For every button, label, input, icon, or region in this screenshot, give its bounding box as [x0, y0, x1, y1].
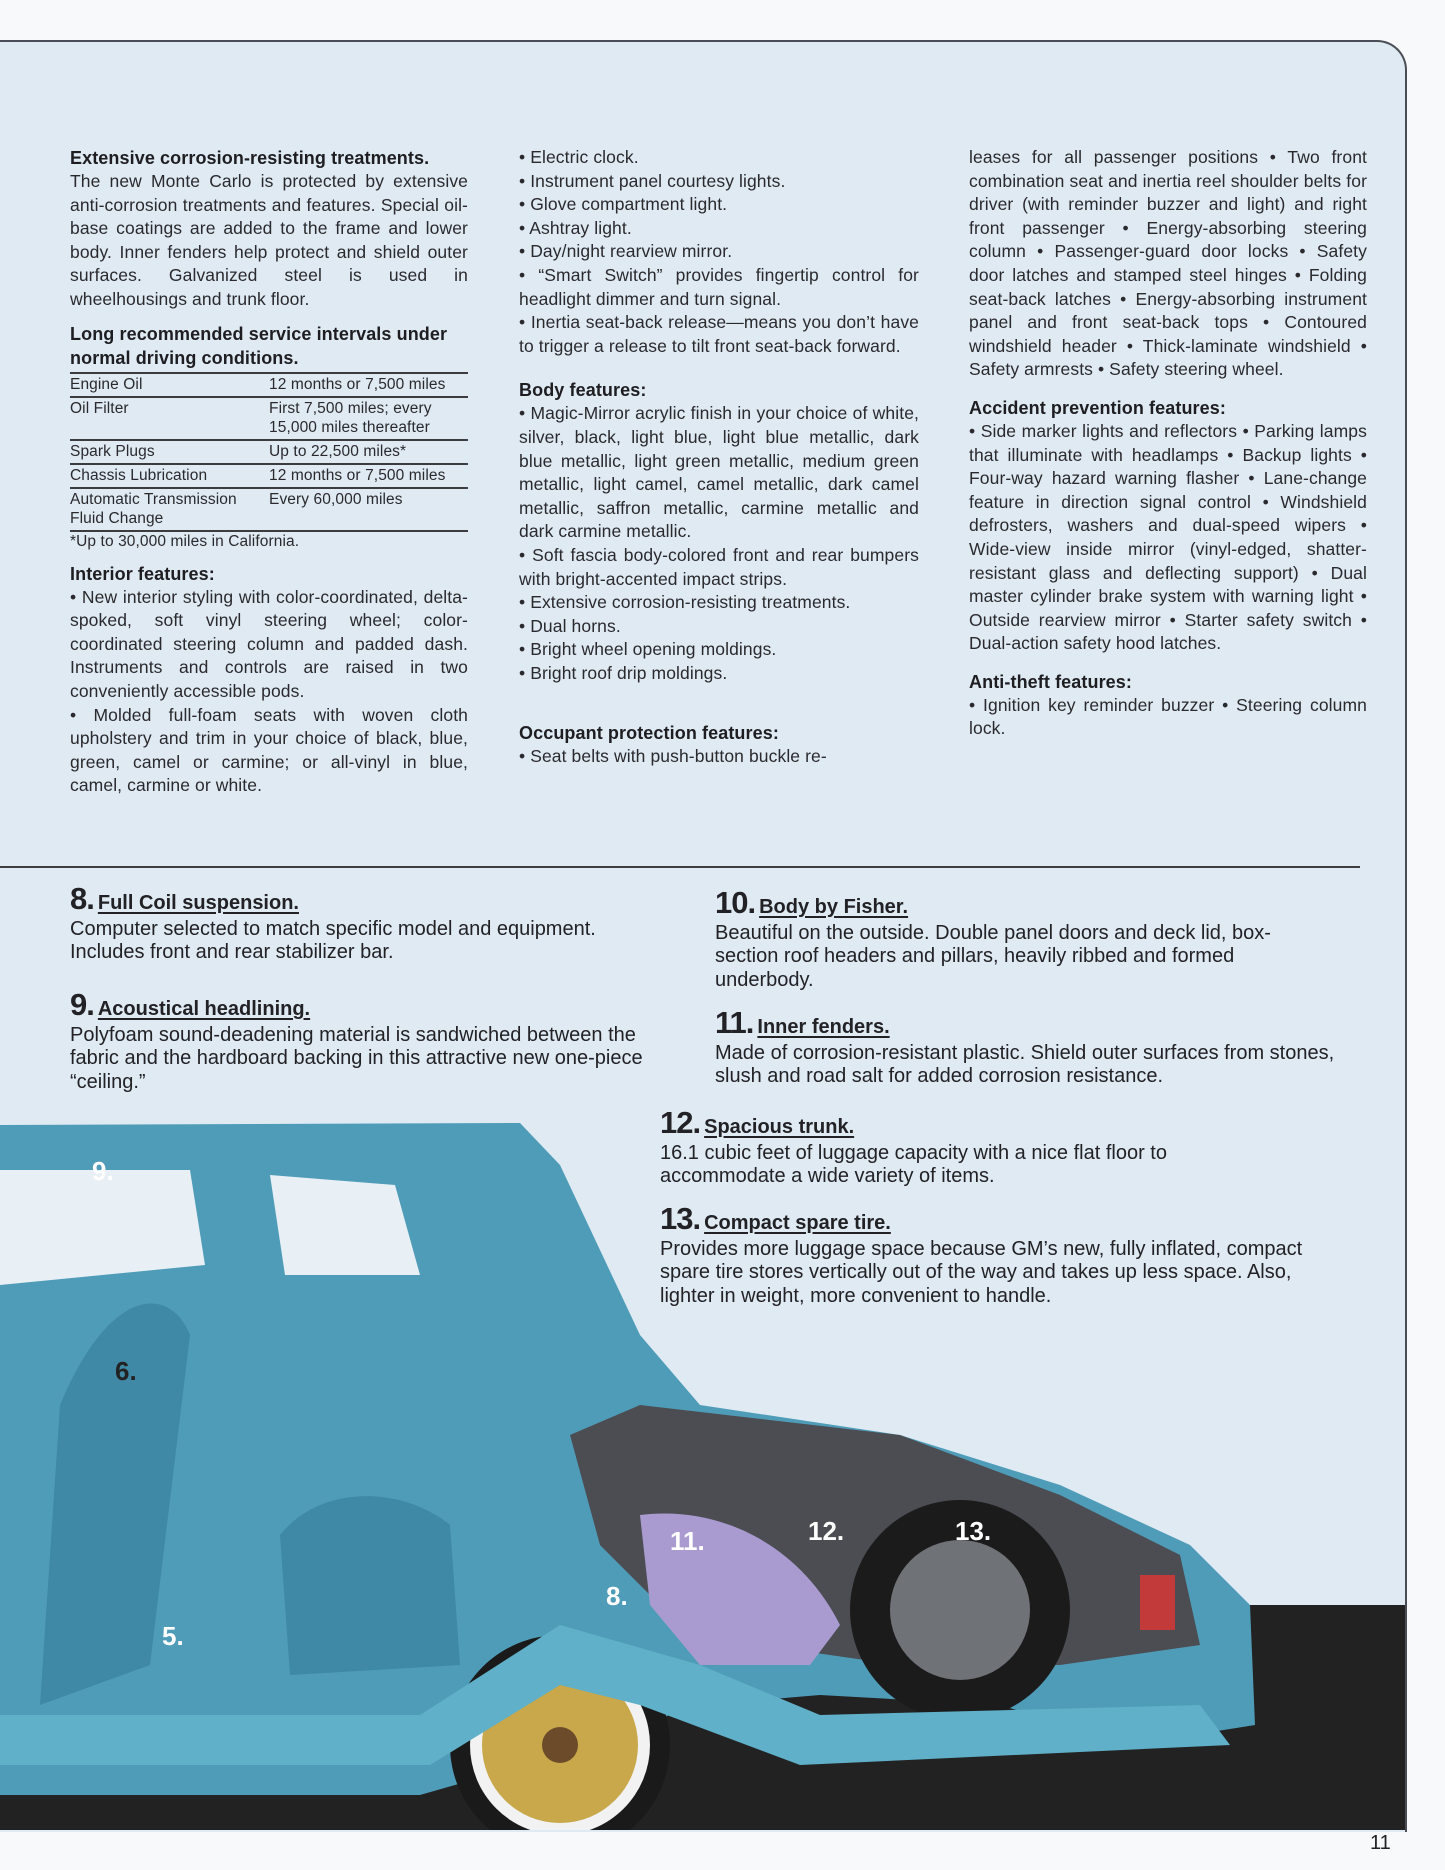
occupant-heading: Occupant protection features:	[519, 723, 779, 744]
service-interval: 12 months or 7,500 miles	[269, 373, 468, 397]
corrosion-body: The new Monte Carlo is protected by extensive anti-corrosion treatments and features. Special oil-base coatings are added to the frame and lower body. Inner fenders help protect and shield outer surfaces. Galvanized steel is used in wheelhousings and trunk floor.	[70, 171, 468, 309]
interior-item: • Electric clock.	[519, 147, 639, 167]
callout-title: Inner fenders.	[757, 1016, 890, 1038]
callout-title: Spacious trunk.	[704, 1116, 855, 1138]
callout-10	[715, 885, 1325, 992]
section-divider	[0, 866, 1360, 868]
service-interval: Every 60,000 miles	[269, 488, 468, 531]
accident-body: • Side marker lights and reflectors • Parking lamps that illuminate with headlamps • Backup lights • Four-way hazard warning flasher • Lane-change feature in direction signal control • Windshield defrosters, washers and dual-speed wipers • Wide-view inside mirror (vinyl-edged, shatter-resistant glass and deflecting support) • Dual master cylinder brake system with warning light • Outside rearview mirror • Starter safety switch • Dual-action safety hood latches.	[969, 420, 1367, 654]
label-9: 9.	[92, 1156, 114, 1186]
body-item: • Dual horns.	[519, 615, 621, 636]
callout-title: Full Coil suspension.	[97, 892, 299, 914]
callout-text: Computer selected to match specific model and equipment. Includes front and rear stabilizer bar.	[70, 917, 596, 963]
occupant-body: • Seat belts with push-button buckle re-	[519, 746, 827, 767]
interior-item: • Day/night rearview mirror.	[519, 241, 733, 262]
table-row	[70, 397, 468, 440]
corrosion-heading: Extensive corrosion-resisting treatments.	[70, 148, 430, 168]
body-item: • Bright roof drip moldings.	[519, 662, 728, 683]
table-row	[70, 488, 468, 531]
service-item: Oil Filter	[70, 397, 269, 440]
callout-text: Polyfoam sound-deadening material is sandwiched between the fabric and the hardboard backing in this attractive new one-piece “ceiling.”	[70, 1023, 643, 1093]
callout-number: 9.	[70, 987, 94, 1022]
callout-13	[660, 1201, 1340, 1308]
service-interval: Up to 22,500 miles*	[269, 440, 468, 464]
callout-text: Provides more luggage space because GM’s new, fully inflated, compact spare tire stores vertically out of the way and takes up less space. Also, lighter in weight, more convenient to handle.	[660, 1237, 1303, 1307]
body-item: • Bright wheel opening moldings.	[519, 639, 777, 660]
rear-seat	[280, 1496, 460, 1675]
callout-number: 11.	[715, 1005, 754, 1040]
callout-number: 8.	[70, 881, 94, 916]
body-item: • Soft fascia body-colored front and rear bumpers with bright-accented impact strips.	[519, 544, 919, 589]
interior-item: • Inertia seat-back release—means you don’t have to trigger a release to tilt front seat-back forward.	[519, 312, 919, 356]
table-row	[70, 464, 468, 488]
service-heading: Long recommended service intervals under normal driving conditions.	[70, 323, 448, 368]
tail-light	[1140, 1575, 1175, 1630]
interior-item: • “Smart Switch” provides fingertip control for headlight dimmer and turn signal.	[519, 264, 919, 309]
body-item: • Extensive corrosion-resisting treatments.	[519, 592, 851, 613]
service-interval: First 7,500 miles; every 15,000 miles thereafter	[269, 397, 468, 440]
body-item: • Magic-Mirror acrylic finish in your choice of white, silver, black, light blue, light blue metallic, dark blue metallic, light green metallic, medium green metallic, light camel, camel metallic, dark camel metallic, saffron metallic, carmine metallic and dark carmine metallic.	[519, 403, 919, 542]
column-2	[519, 146, 919, 769]
occupant-body-continued: leases for all passenger positions • Two front combination seat and inertia reel shoulder belts for driver (with reminder buzzer and light) and right front passenger • Energy-absorbing steering column • Passenger-guard door locks • Safety door latches and stamped steel hinges • Folding seat-back latches • Energy-absorbing instrument panel and front seat-back tops • Contoured windshield header • Thick-laminate windshield • Safety armrests • Safety steering wheel.	[969, 147, 1367, 380]
callout-text: Made of corrosion-resistant plastic. Shield outer surfaces from stones, slush and road salt for added corrosion resistance.	[715, 1041, 1335, 1087]
service-item: Chassis Lubrication	[70, 464, 269, 488]
table-row	[70, 440, 468, 464]
wheel-hub	[542, 1727, 578, 1763]
service-item: Automatic Transmission Fluid Change	[70, 488, 269, 531]
service-interval: 12 months or 7,500 miles	[269, 464, 468, 488]
spare-wheel	[890, 1540, 1030, 1680]
rear-window-glass	[0, 1170, 205, 1285]
callout-number: 10.	[715, 885, 756, 920]
accident-heading: Accident prevention features:	[969, 397, 1226, 418]
label-8: 8.	[606, 1581, 628, 1611]
callout-title: Acoustical headlining.	[97, 998, 311, 1020]
label-5: 5.	[162, 1621, 184, 1651]
interior-item: • Instrument panel courtesy lights.	[519, 170, 786, 191]
callout-number: 13.	[660, 1201, 701, 1236]
antitheft-heading: Anti-theft features:	[969, 671, 1132, 692]
label-13: 13.	[955, 1516, 992, 1546]
callout-text: Beautiful on the outside. Double panel doors and deck lid, box-section roof headers and pillars, heavily ribbed and formed underbody.	[715, 921, 1271, 991]
interior-item: • Ashtray light.	[519, 217, 632, 238]
service-item: Engine Oil	[70, 373, 269, 397]
body-features-heading: Body features:	[519, 380, 647, 401]
callout-title: Body by Fisher.	[759, 896, 909, 918]
callout-title: Compact spare tire.	[704, 1212, 891, 1234]
label-6: 6.	[115, 1356, 137, 1386]
page-number: 11	[1370, 1832, 1391, 1854]
callout-11	[715, 1005, 1365, 1089]
interior-item: • New interior styling with color-coordinated, delta-spoked, soft vinyl steering wheel; color-coordinated steering column and padded dash. Instruments and controls are raised in two conveniently accessible pods.	[70, 586, 468, 701]
interior-heading: Interior features:	[70, 563, 215, 584]
callout-9	[70, 987, 650, 1094]
interior-item: • Glove compartment light.	[519, 194, 728, 215]
column-1	[70, 146, 468, 798]
antitheft-body: • Ignition key reminder buzzer • Steering column lock.	[969, 694, 1367, 739]
callout-8	[70, 881, 670, 965]
table-row	[70, 373, 468, 397]
callout-number: 12.	[660, 1105, 701, 1140]
label-12: 12.	[808, 1516, 845, 1546]
callout-text: 16.1 cubic feet of luggage capacity with a nice flat floor to accommodate a wide variety of items.	[660, 1141, 1167, 1187]
service-footnote: *Up to 30,000 miles in California.	[70, 532, 300, 550]
service-interval-table	[70, 372, 468, 532]
interior-item: • Molded full-foam seats with woven cloth upholstery and trim in your choice of black, blue, green, camel or carmine; or all-vinyl in blue, camel, carmine or white.	[70, 704, 468, 796]
service-item: Spark Plugs	[70, 440, 269, 464]
callout-12	[660, 1105, 1280, 1189]
label-11: 11.	[670, 1526, 705, 1556]
column-3	[969, 146, 1367, 741]
